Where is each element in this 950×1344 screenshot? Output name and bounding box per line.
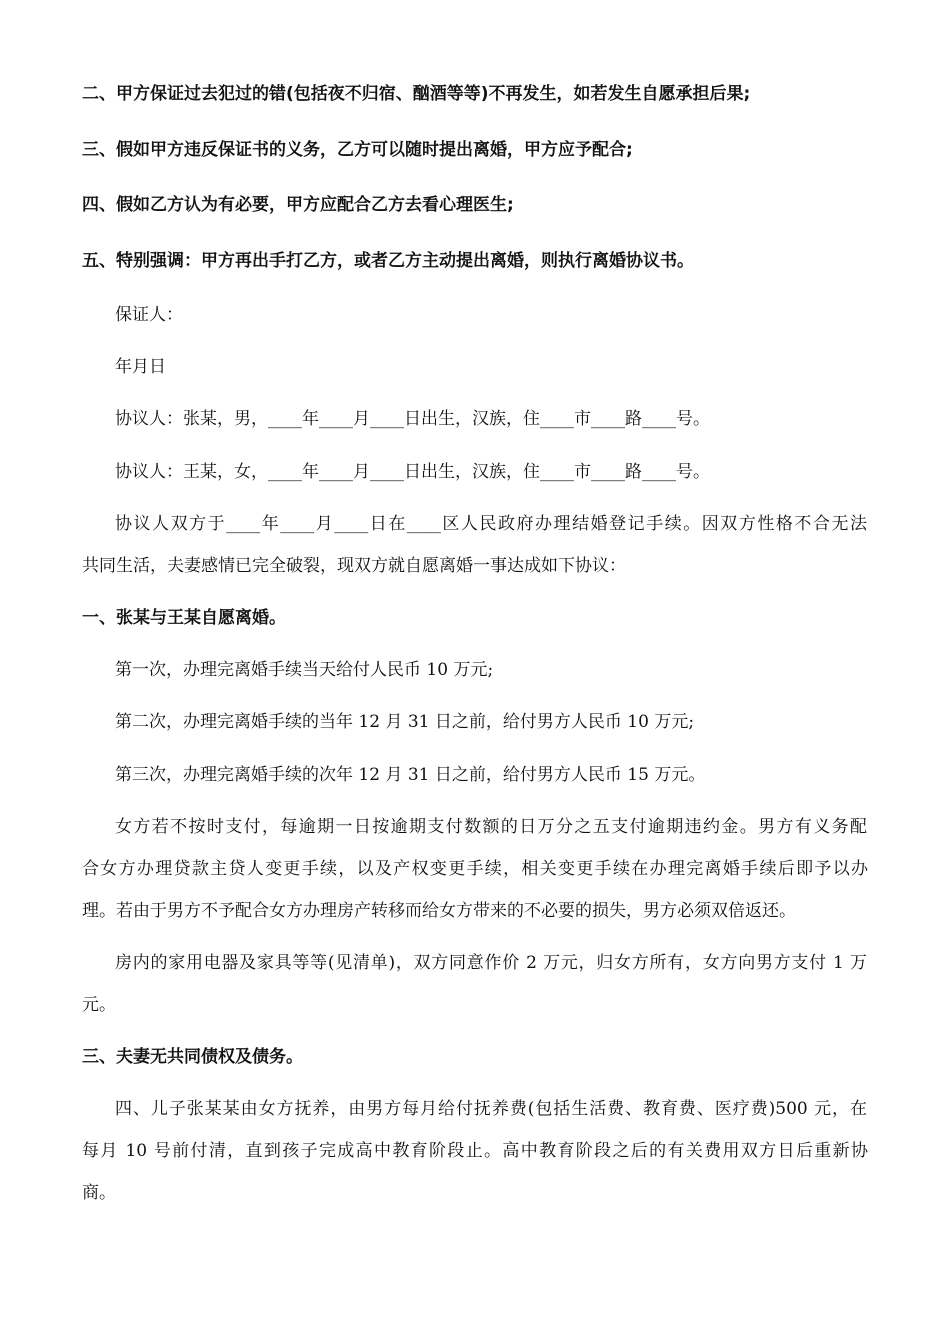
date-label: 年月日	[115, 357, 166, 377]
section-3-heading: 三、夫妻无共同债权及债务。	[82, 1047, 303, 1067]
party-1: 协议人：张某，男，____年____月____日出生，汉族，住____市____路____号。	[115, 409, 710, 429]
payment-2: 第二次，办理完离婚手续的当年 12 月 31 日之前，给付男方人民币 10 万元;	[115, 712, 695, 732]
clause-2: 二、甲方保证过去犯过的错(包括夜不归宿、酗酒等等)不再发生，如若发生自愿承担后果;	[82, 84, 751, 104]
child-line-3: 商。	[82, 1183, 116, 1203]
section-1-heading: 一、张某与王某自愿离婚。	[82, 608, 286, 628]
child-line-2: 每月 10 号前付清，直到孩子完成高中教育阶段止。高中教育阶段之后的有关费用双方日后重新协	[82, 1141, 868, 1161]
guarantor-label: 保证人：	[115, 305, 183, 325]
payment-1: 第一次，办理完离婚手续当天给付人民币 10 万元;	[115, 660, 494, 680]
clause-4: 四、假如乙方认为有必要，甲方应配合乙方去看心理医生;	[82, 195, 514, 215]
intro-line-2: 共同生活，夫妻感情已完全破裂，现双方就自愿离婚一事达成如下协议：	[82, 556, 626, 576]
clause-3: 三、假如甲方违反保证书的义务，乙方可以随时提出离婚，甲方应予配合;	[82, 140, 633, 160]
penalty-line-1: 女方若不按时支付，每逾期一日按逾期支付数额的日万分之五支付逾期违约金。男方有义务配	[115, 817, 867, 837]
penalty-line-3: 理。若由于男方不予配合女方办理房产转移而给女方带来的不必要的损失，男方必须双倍返还。	[82, 901, 796, 921]
furniture-line-1: 房内的家用电器及家具等等(见清单)，双方同意作价 2 万元，归女方所有，女方向男方支付 1 万	[115, 953, 867, 973]
party-2: 协议人：王某，女，____年____月____日出生，汉族，住____市____路____号。	[115, 462, 710, 482]
child-line-1: 四、儿子张某某由女方抚养，由男方每月给付抚养费(包括生活费、教育费、医疗费)500 元，在	[115, 1099, 867, 1119]
penalty-line-2: 合女方办理贷款主贷人变更手续，以及产权变更手续，相关变更手续在办理完离婚手续后即予以办	[82, 859, 868, 879]
furniture-line-2: 元。	[82, 995, 116, 1015]
clause-5: 五、特别强调：甲方再出手打乙方，或者乙方主动提出离婚，则执行离婚协议书。	[82, 251, 694, 271]
payment-3: 第三次，办理完离婚手续的次年 12 月 31 日之前，给付男方人民币 15 万元。	[115, 765, 706, 785]
intro-line-1: 协议人双方于____年____月____日在____区人民政府办理结婚登记手续。因双方性格不合无法	[115, 514, 867, 534]
